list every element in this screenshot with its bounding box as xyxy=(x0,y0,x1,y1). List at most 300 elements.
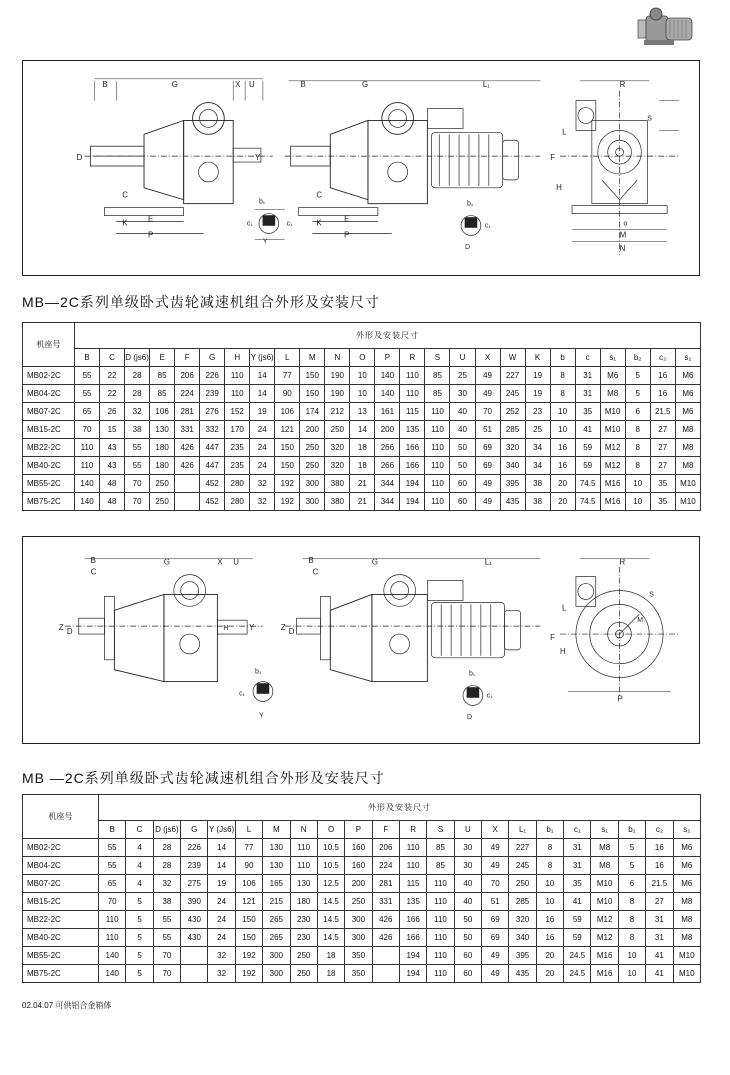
value-cell: 250 xyxy=(150,493,175,511)
value-cell: 24 xyxy=(208,911,235,929)
value-cell: 28 xyxy=(153,857,180,875)
column-header: X xyxy=(482,821,509,839)
value-cell: 70 xyxy=(125,493,150,511)
value-cell: 65 xyxy=(75,403,100,421)
value-cell: M6 xyxy=(675,367,700,385)
value-cell: 40 xyxy=(450,421,475,439)
value-cell: 350 xyxy=(345,965,372,983)
value-cell: 8 xyxy=(536,839,563,857)
value-cell: 38 xyxy=(525,493,550,511)
column-header: S xyxy=(427,821,454,839)
value-cell: 5 xyxy=(126,965,153,983)
value-cell: 27 xyxy=(650,457,675,475)
svg-text:B: B xyxy=(90,555,96,565)
value-cell: 55 xyxy=(75,385,100,403)
value-cell: 435 xyxy=(500,493,525,511)
value-cell: 20 xyxy=(550,493,575,511)
value-cell: 194 xyxy=(400,493,425,511)
value-cell: 200 xyxy=(300,421,325,439)
svg-text:M: M xyxy=(619,230,627,240)
value-cell: 300 xyxy=(300,475,325,493)
svg-text:N: N xyxy=(619,244,626,254)
value-cell: 10 xyxy=(536,875,563,893)
svg-text:L₁: L₁ xyxy=(482,79,490,89)
column-header: B xyxy=(99,821,126,839)
value-cell: 20 xyxy=(536,965,563,983)
value-cell: 320 xyxy=(509,911,536,929)
value-cell: 5 xyxy=(126,911,153,929)
column-header: B xyxy=(75,349,100,367)
value-cell: 192 xyxy=(275,493,300,511)
gear-motor-logo-image xyxy=(636,6,698,48)
value-cell: 19 xyxy=(525,385,550,403)
value-cell: 250 xyxy=(300,439,325,457)
reducer-flange-motor-side-view-2 xyxy=(285,559,541,682)
value-cell: 110 xyxy=(425,493,450,511)
model-cell: MB75-2C xyxy=(23,965,99,983)
column-header: C xyxy=(100,349,125,367)
value-cell: 110 xyxy=(427,929,454,947)
svg-text:D: D xyxy=(465,244,471,252)
value-cell xyxy=(372,947,399,965)
value-cell: 380 xyxy=(325,493,350,511)
value-cell: 5 xyxy=(618,857,645,875)
value-cell: 212 xyxy=(325,403,350,421)
value-cell: 165 xyxy=(263,875,290,893)
value-cell: 32 xyxy=(208,965,235,983)
value-cell: 245 xyxy=(500,385,525,403)
model-cell: MB02-2C xyxy=(23,839,99,857)
svg-text:S: S xyxy=(647,115,652,123)
group-header: 外形及安装尺寸 xyxy=(99,795,701,821)
column-header: Y (js6) xyxy=(250,349,275,367)
svg-text:G: G xyxy=(361,79,369,89)
value-cell: 60 xyxy=(450,475,475,493)
value-cell: 48 xyxy=(100,493,125,511)
value-cell: 106 xyxy=(275,403,300,421)
svg-text:X: X xyxy=(235,79,241,89)
value-cell: 31 xyxy=(575,367,600,385)
svg-text:G: G xyxy=(371,557,379,567)
svg-text:P: P xyxy=(147,230,154,240)
column-header: c xyxy=(575,349,600,367)
value-cell: 14 xyxy=(250,367,275,385)
model-cell: MB15-2C xyxy=(23,421,75,439)
svg-text:P: P xyxy=(617,694,623,704)
value-cell: 447 xyxy=(200,457,225,475)
value-cell: 13 xyxy=(350,403,375,421)
value-cell: 192 xyxy=(235,965,262,983)
value-cell: 38 xyxy=(125,421,150,439)
value-cell: 10 xyxy=(350,367,375,385)
table-row xyxy=(23,893,701,911)
value-cell: 49 xyxy=(475,367,500,385)
value-cell: 5 xyxy=(625,385,650,403)
table-row xyxy=(23,947,701,965)
value-cell: 200 xyxy=(375,421,400,439)
value-cell: 70 xyxy=(482,875,509,893)
value-cell: 31 xyxy=(646,929,673,947)
column-header: b xyxy=(550,349,575,367)
value-cell: 300 xyxy=(263,947,290,965)
value-cell: M10 xyxy=(591,875,618,893)
section-2-title: MB —2C系列单级卧式齿轮减速机组合外形及安装尺寸 xyxy=(22,770,385,786)
value-cell: 20 xyxy=(536,947,563,965)
value-cell: 150 xyxy=(300,385,325,403)
svg-text:c₁: c₁ xyxy=(484,222,491,230)
value-cell: 10 xyxy=(625,493,650,511)
value-cell: 206 xyxy=(372,839,399,857)
value-cell xyxy=(372,965,399,983)
svg-text:D: D xyxy=(466,714,472,722)
value-cell: 8 xyxy=(550,385,575,403)
value-cell: 332 xyxy=(200,421,225,439)
value-cell: 10 xyxy=(625,475,650,493)
svg-text:C: C xyxy=(90,567,97,577)
svg-text:c₁: c₁ xyxy=(247,220,253,228)
value-cell: 110 xyxy=(400,367,425,385)
column-header-model: 机座号 xyxy=(23,795,99,839)
svg-text:U: U xyxy=(249,79,255,89)
column-header: b₁ xyxy=(536,821,563,839)
value-cell: 50 xyxy=(450,457,475,475)
value-cell: 14 xyxy=(350,421,375,439)
reducer-flange-side-view-2 xyxy=(65,559,263,682)
value-cell: 140 xyxy=(375,385,400,403)
value-cell: 110 xyxy=(225,367,250,385)
value-cell: 5 xyxy=(126,929,153,947)
column-header: S xyxy=(425,349,450,367)
value-cell: 41 xyxy=(575,421,600,439)
value-cell: 48 xyxy=(100,475,125,493)
column-header: b₂ xyxy=(618,821,645,839)
value-cell: 390 xyxy=(181,893,208,911)
value-cell: 5 xyxy=(126,893,153,911)
value-cell: 110 xyxy=(427,893,454,911)
value-cell: 10.5 xyxy=(317,839,344,857)
value-cell: M8 xyxy=(675,439,700,457)
table-row xyxy=(23,475,701,493)
svg-text:B: B xyxy=(300,79,306,89)
value-cell: 38 xyxy=(153,893,180,911)
value-cell: 395 xyxy=(509,947,536,965)
svg-text:Y: Y xyxy=(258,712,264,720)
value-cell: 10 xyxy=(618,947,645,965)
column-header: s₂ xyxy=(673,821,700,839)
value-cell: 32 xyxy=(125,403,150,421)
value-cell: 32 xyxy=(250,493,275,511)
value-cell: 110 xyxy=(99,911,126,929)
value-cell: M10 xyxy=(675,493,700,511)
value-cell: 30 xyxy=(454,839,481,857)
value-cell: 16 xyxy=(646,839,673,857)
value-cell: 10 xyxy=(550,403,575,421)
column-header: L₁ xyxy=(509,821,536,839)
value-cell: 31 xyxy=(575,385,600,403)
value-cell: 31 xyxy=(564,839,591,857)
value-cell: 140 xyxy=(75,475,100,493)
svg-text:R: R xyxy=(619,557,626,567)
value-cell: 50 xyxy=(454,911,481,929)
value-cell: 135 xyxy=(399,893,426,911)
value-cell xyxy=(181,965,208,983)
column-header: b₂ xyxy=(625,349,650,367)
value-cell: 5 xyxy=(625,367,650,385)
svg-text:Z: Z xyxy=(58,623,64,633)
key-detail-4 xyxy=(463,686,483,706)
value-cell: 275 xyxy=(181,875,208,893)
value-cell: 110 xyxy=(425,439,450,457)
value-cell: 60 xyxy=(454,965,481,983)
value-cell: 31 xyxy=(646,911,673,929)
value-cell: 19 xyxy=(250,403,275,421)
value-cell: 16 xyxy=(650,385,675,403)
table-row xyxy=(23,911,701,929)
svg-text:Y: Y xyxy=(249,623,255,633)
value-cell: 25 xyxy=(450,367,475,385)
column-header: L xyxy=(235,821,262,839)
value-cell: 16 xyxy=(536,929,563,947)
value-cell: 281 xyxy=(372,875,399,893)
value-cell: 395 xyxy=(500,475,525,493)
column-header: c₂ xyxy=(650,349,675,367)
value-cell: 344 xyxy=(375,475,400,493)
value-cell: 8 xyxy=(618,893,645,911)
value-cell: 16 xyxy=(550,439,575,457)
value-cell: 130 xyxy=(150,421,175,439)
value-cell: 14 xyxy=(208,839,235,857)
value-cell: 266 xyxy=(375,439,400,457)
value-cell: 110 xyxy=(425,457,450,475)
technical-drawing-1 xyxy=(22,60,700,276)
value-cell: 121 xyxy=(235,893,262,911)
svg-text:c₁: c₁ xyxy=(239,690,245,698)
value-cell: 115 xyxy=(400,403,425,421)
model-cell: MB07-2C xyxy=(23,875,99,893)
value-cell: 32 xyxy=(153,875,180,893)
value-cell: 10 xyxy=(536,893,563,911)
column-header: R xyxy=(399,821,426,839)
value-cell: 331 xyxy=(175,421,200,439)
value-cell: 59 xyxy=(575,439,600,457)
column-header: X xyxy=(475,349,500,367)
table-row xyxy=(23,421,701,439)
column-header: s₂ xyxy=(675,349,700,367)
value-cell: 16 xyxy=(646,857,673,875)
svg-text:F: F xyxy=(550,153,556,163)
value-cell: 77 xyxy=(235,839,262,857)
value-cell: M16 xyxy=(600,475,625,493)
value-cell: 85 xyxy=(427,857,454,875)
value-cell: 55 xyxy=(75,367,100,385)
value-cell: 18 xyxy=(350,457,375,475)
footnote: 02.04.07 可供铝合金箱体 xyxy=(22,1001,112,1010)
column-header: O xyxy=(317,821,344,839)
value-cell: M8 xyxy=(673,893,700,911)
value-cell: 35 xyxy=(564,875,591,893)
svg-text:o: o xyxy=(623,220,628,228)
value-cell: 447 xyxy=(200,439,225,457)
value-cell: 32 xyxy=(250,475,275,493)
value-cell: 5 xyxy=(618,839,645,857)
value-cell: 224 xyxy=(175,385,200,403)
value-cell: 110 xyxy=(225,385,250,403)
column-header: D (js6) xyxy=(153,821,180,839)
value-cell: 8 xyxy=(625,421,650,439)
svg-text:D: D xyxy=(66,627,73,637)
value-cell: M12 xyxy=(591,929,618,947)
table-row xyxy=(23,875,701,893)
value-cell: 8 xyxy=(625,439,650,457)
column-header: O xyxy=(350,349,375,367)
value-cell: 190 xyxy=(325,367,350,385)
column-header: H xyxy=(225,349,250,367)
value-cell: 55 xyxy=(153,911,180,929)
value-cell: 224 xyxy=(372,857,399,875)
value-cell: 110 xyxy=(400,385,425,403)
value-cell: 170 xyxy=(225,421,250,439)
value-cell: M8 xyxy=(600,385,625,403)
value-cell: 8 xyxy=(625,457,650,475)
value-cell: 5 xyxy=(126,947,153,965)
value-cell: 121 xyxy=(275,421,300,439)
value-cell: 55 xyxy=(153,929,180,947)
value-cell: 300 xyxy=(300,493,325,511)
svg-text:C: C xyxy=(316,190,323,200)
svg-text:X: X xyxy=(217,557,223,567)
svg-text:c₁: c₁ xyxy=(486,692,493,700)
model-cell: MB22-2C xyxy=(23,439,75,457)
value-cell: 77 xyxy=(275,367,300,385)
value-cell: 35 xyxy=(575,403,600,421)
value-cell xyxy=(181,947,208,965)
column-header: M xyxy=(300,349,325,367)
value-cell: 51 xyxy=(475,421,500,439)
value-cell: 35 xyxy=(650,493,675,511)
value-cell: 426 xyxy=(372,929,399,947)
value-cell: 235 xyxy=(225,439,250,457)
value-cell: 230 xyxy=(290,911,317,929)
value-cell: 85 xyxy=(427,839,454,857)
value-cell: M6 xyxy=(675,403,700,421)
value-cell: 430 xyxy=(181,929,208,947)
value-cell: 110 xyxy=(427,911,454,929)
table-row xyxy=(23,367,701,385)
value-cell: 49 xyxy=(482,965,509,983)
value-cell: 8 xyxy=(550,367,575,385)
value-cell: 85 xyxy=(425,385,450,403)
value-cell: 51 xyxy=(482,893,509,911)
value-cell: 227 xyxy=(500,367,525,385)
value-cell: 14.5 xyxy=(317,911,344,929)
svg-text:H: H xyxy=(223,625,229,633)
value-cell: 74.5 xyxy=(575,493,600,511)
svg-text:Y: Y xyxy=(254,153,261,163)
column-header: G xyxy=(181,821,208,839)
value-cell: 6 xyxy=(618,875,645,893)
value-cell: M8 xyxy=(673,911,700,929)
value-cell: M16 xyxy=(591,965,618,983)
model-cell: MB75-2C xyxy=(23,493,75,511)
value-cell: 28 xyxy=(125,385,150,403)
value-cell: 15 xyxy=(100,421,125,439)
value-cell: 69 xyxy=(482,929,509,947)
svg-text:b₁: b₁ xyxy=(468,670,476,678)
value-cell: M10 xyxy=(673,965,700,983)
value-cell: 22 xyxy=(100,385,125,403)
value-cell: 20 xyxy=(550,475,575,493)
model-cell: MB02-2C xyxy=(23,367,75,385)
model-cell: MB40-2C xyxy=(23,929,99,947)
column-header: s₁ xyxy=(591,821,618,839)
value-cell: 27 xyxy=(646,893,673,911)
value-cell: 27 xyxy=(650,439,675,457)
value-cell: M6 xyxy=(675,385,700,403)
value-cell: 226 xyxy=(181,839,208,857)
group-header: 外形及安装尺寸 xyxy=(75,323,701,349)
value-cell: 21 xyxy=(350,493,375,511)
value-cell: 35 xyxy=(650,475,675,493)
key-detail-1 xyxy=(255,210,285,240)
technical-drawing-2 xyxy=(22,536,700,744)
column-header: C xyxy=(126,821,153,839)
value-cell: 49 xyxy=(482,947,509,965)
value-cell: 50 xyxy=(454,929,481,947)
value-cell: 18 xyxy=(317,965,344,983)
value-cell: 285 xyxy=(509,893,536,911)
value-cell: M10 xyxy=(675,475,700,493)
value-cell: 26 xyxy=(100,403,125,421)
value-cell: 24 xyxy=(250,439,275,457)
reducer-flange-end-view-2 xyxy=(560,559,679,696)
value-cell: 110 xyxy=(427,875,454,893)
section-1-title: MB—2C系列单级卧式齿轮减速机组合外形及安装尺寸 xyxy=(22,294,380,310)
value-cell: M10 xyxy=(600,421,625,439)
value-cell: 59 xyxy=(575,457,600,475)
svg-text:D: D xyxy=(288,627,295,637)
table-row xyxy=(23,457,701,475)
value-cell: 70 xyxy=(475,403,500,421)
value-cell: 16 xyxy=(536,911,563,929)
value-cell: 90 xyxy=(235,857,262,875)
value-cell: 32 xyxy=(208,947,235,965)
table-row xyxy=(23,965,701,983)
value-cell: 130 xyxy=(290,875,317,893)
dimension-table-1 xyxy=(22,322,701,511)
value-cell: M12 xyxy=(600,457,625,475)
value-cell: 85 xyxy=(425,367,450,385)
value-cell: 14.5 xyxy=(317,929,344,947)
value-cell: 194 xyxy=(399,965,426,983)
dimension-table-2 xyxy=(22,794,701,983)
value-cell: 166 xyxy=(399,929,426,947)
svg-text:B: B xyxy=(308,555,314,565)
value-cell: 174 xyxy=(300,403,325,421)
svg-text:E: E xyxy=(147,214,154,224)
value-cell: 250 xyxy=(325,421,350,439)
model-cell: MB04-2C xyxy=(23,385,75,403)
value-cell: 430 xyxy=(181,911,208,929)
svg-text:K: K xyxy=(122,218,128,228)
value-cell: 70 xyxy=(75,421,100,439)
column-header: F xyxy=(372,821,399,839)
value-cell: M10 xyxy=(600,403,625,421)
column-header-model: 机座号 xyxy=(23,323,75,367)
value-cell: 300 xyxy=(263,965,290,983)
column-header: U xyxy=(454,821,481,839)
model-cell: MB40-2C xyxy=(23,457,75,475)
value-cell: 350 xyxy=(345,947,372,965)
